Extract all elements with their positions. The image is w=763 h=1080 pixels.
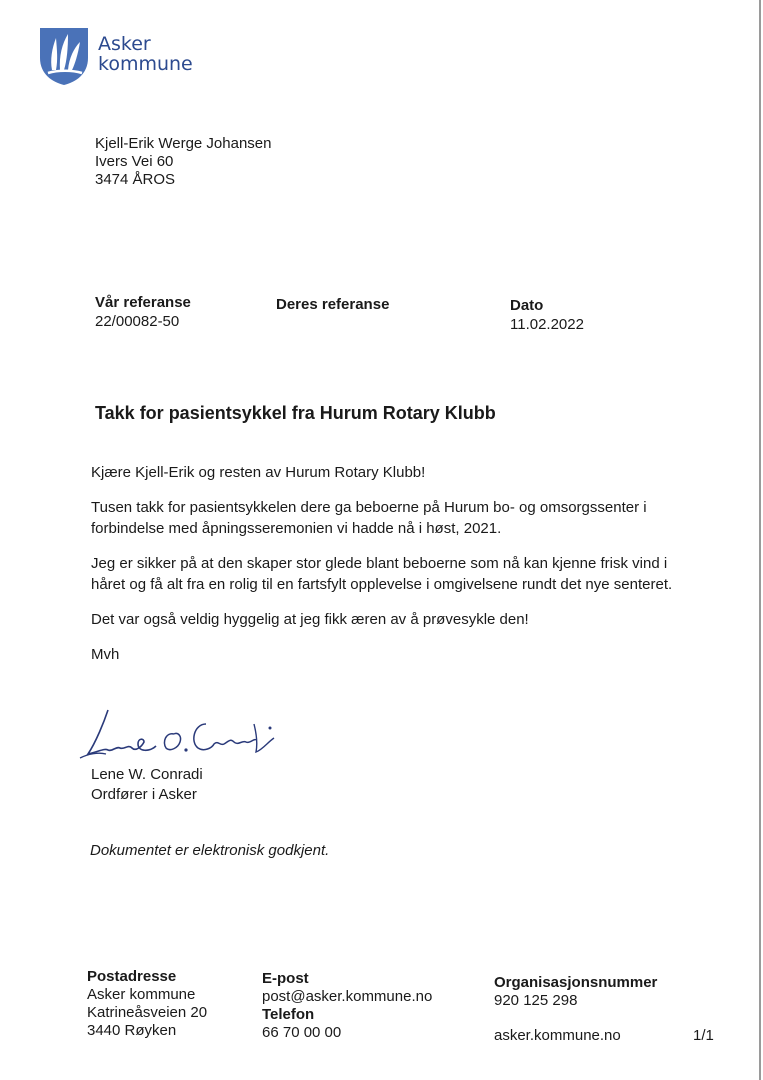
scan-edge bbox=[759, 0, 761, 1080]
their-reference-label: Deres referanse bbox=[276, 296, 390, 313]
recipient-postal: 3474 ÅROS bbox=[95, 171, 176, 188]
footer-postal-line-3: 3440 Røyken bbox=[87, 1022, 177, 1039]
date-label: Dato bbox=[510, 297, 544, 314]
letter-title: Takk for pasientsykkel fra Hurum Rotary Klubb bbox=[95, 403, 496, 423]
footer-phone-label: Telefon bbox=[262, 1006, 315, 1023]
signer-name: Lene W. Conradi bbox=[91, 766, 203, 783]
recipient-street: Ivers Vei 60 bbox=[95, 153, 174, 170]
footer-contact bbox=[262, 970, 432, 1042]
footer-postal-line-2: Katrineåsveien 20 bbox=[87, 1004, 208, 1021]
logo-line-2: kommune bbox=[98, 53, 193, 75]
greeting: Kjære Kjell-Erik og resten av Hurum Rotary Klubb! bbox=[91, 464, 426, 481]
footer-email-label: E-post bbox=[262, 970, 309, 987]
date-value: 11.02.2022 bbox=[510, 316, 584, 333]
logo-line-1: Asker bbox=[98, 33, 151, 55]
footer-org-value: 920 125 298 bbox=[494, 992, 578, 1009]
our-reference-label: Vår referanse bbox=[95, 294, 191, 311]
page-number: 1/1 bbox=[693, 1027, 714, 1044]
electronic-approval-note: Dokumentet er elektronisk godkjent. bbox=[90, 842, 330, 859]
recipient-address bbox=[95, 135, 271, 189]
closing: Mvh bbox=[91, 646, 120, 663]
footer-org-label: Organisasjonsnummer bbox=[494, 974, 658, 991]
letter-body bbox=[91, 462, 691, 679]
paragraph-1: Tusen takk for pasientsykkelen dere ga beboerne på Hurum bo- og omsorgssenter i forbindelse med åpningsseremonien vi hadde nå i høst, 2021. bbox=[91, 499, 647, 537]
footer-postal-line-1: Asker kommune bbox=[87, 986, 196, 1003]
recipient-name: Kjell-Erik Werge Johansen bbox=[95, 135, 272, 152]
paragraph-2: Jeg er sikker på at den skaper stor glede blant beboerne som nå kan kjenne frisk vind i håret og få alt fra en rolig til en fartsfylt opplevelse i omgivelsene rundt det nye senteret. bbox=[91, 555, 673, 593]
footer-org bbox=[494, 974, 657, 1010]
footer-email-value: post@asker.kommune.no bbox=[262, 988, 433, 1005]
signer-block bbox=[91, 765, 203, 805]
footer-postal-label: Postadresse bbox=[87, 968, 177, 985]
footer-website: asker.kommune.no bbox=[494, 1027, 621, 1044]
asker-logo bbox=[38, 26, 198, 88]
footer-postal bbox=[87, 968, 207, 1040]
sails-shield-icon bbox=[38, 26, 90, 86]
their-reference bbox=[276, 296, 389, 313]
signer-role: Ordfører i Asker bbox=[91, 786, 197, 803]
date-block bbox=[510, 297, 584, 333]
handwritten-signature bbox=[78, 702, 278, 764]
paragraph-3: Det var også veldig hyggelig at jeg fikk æren av å prøvesykle den! bbox=[91, 611, 529, 628]
footer-phone-value: 66 70 00 00 bbox=[262, 1024, 342, 1041]
our-reference bbox=[95, 294, 191, 330]
our-reference-value: 22/00082-50 bbox=[95, 313, 180, 330]
